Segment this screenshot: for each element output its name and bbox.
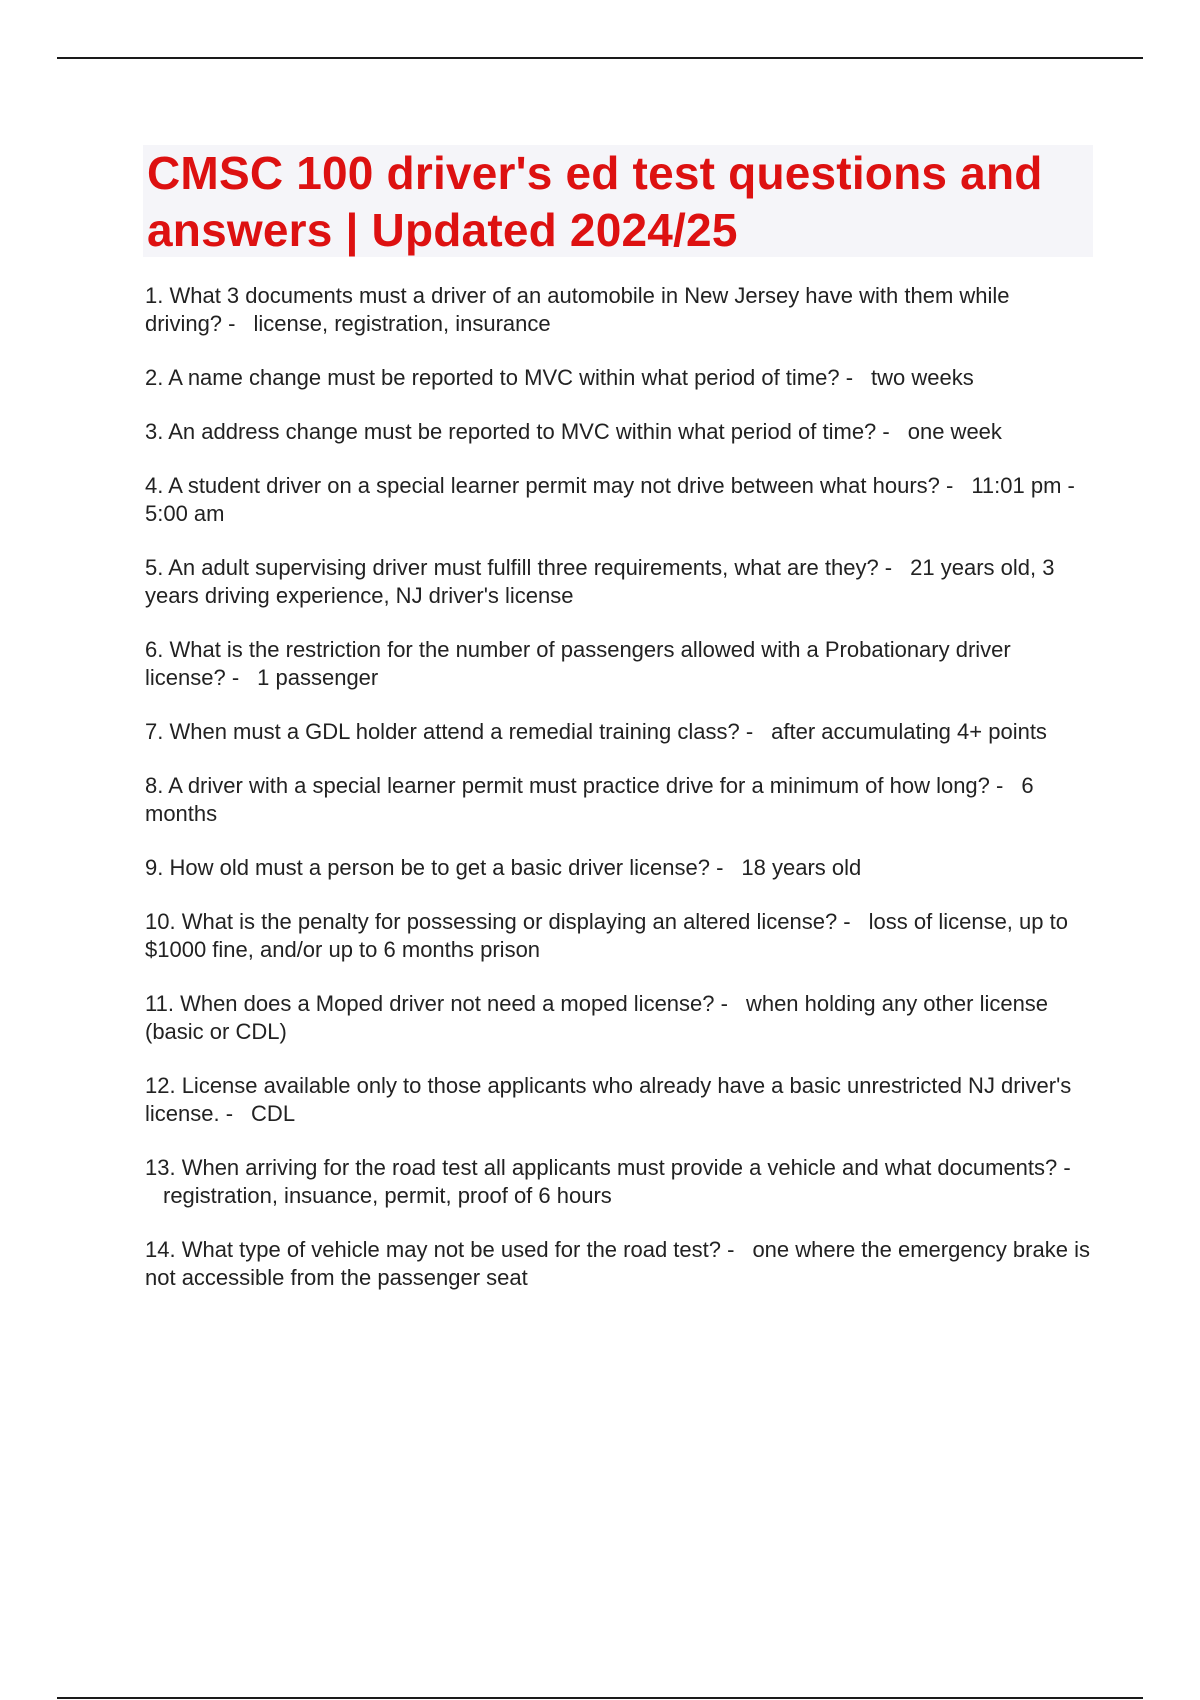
question-text: 13. When arriving for the road test all applicants must provide a vehicle and what documents? -	[145, 1155, 1071, 1180]
answer-text: when holding any other license (basic or CDL)	[145, 991, 1049, 1044]
question-text: 4. A student driver on a special learner permit may not drive between what hours? -	[145, 473, 954, 498]
list-item	[145, 636, 1090, 692]
question-text: 8. A driver with a special learner permit must practice drive for a minimum of how long? -	[145, 773, 1004, 798]
answer-text: CDL	[251, 1101, 296, 1126]
list-item	[145, 1154, 1090, 1210]
answer-text: 6 months	[145, 773, 1034, 826]
question-text: 14. What type of vehicle may not be used for the road test? -	[145, 1237, 735, 1262]
list-item	[145, 908, 1090, 964]
question-text: 5. An adult supervising driver must fulfill three requirements, what are they? -	[145, 555, 893, 580]
question-text: 12. License available only to those applicants who already have a basic unrestricted NJ driver's license. -	[145, 1073, 1072, 1126]
question-text: 10. What is the penalty for possessing or displaying an altered license? -	[145, 909, 851, 934]
answer-text: 21 years old, 3 years driving experience, NJ driver's license	[145, 555, 1055, 608]
answer-text: after accumulating 4+ points	[771, 719, 1047, 744]
answer-text: one week	[907, 419, 1002, 444]
list-item	[145, 772, 1090, 828]
top-rule	[57, 57, 1143, 59]
question-text: 7. When must a GDL holder attend a remedial training class? -	[145, 719, 754, 744]
question-list	[145, 282, 1090, 1318]
list-item	[145, 1236, 1090, 1292]
title-banner	[143, 145, 1093, 257]
question-text: 6. What is the restriction for the number of passengers allowed with a Probationary driver license? -	[145, 637, 1011, 690]
answer-text: 18 years old	[741, 855, 862, 880]
question-text: 2. A name change must be reported to MVC within what period of time? -	[145, 365, 854, 390]
document-title: CMSC 100 driver's ed test questions and answers | Updated 2024/25	[147, 147, 1043, 256]
answer-text: loss of license, up to $1000 fine, and/or up to 6 months prison	[145, 909, 1068, 962]
question-text: 1. What 3 documents must a driver of an automobile in New Jersey have with them while driving? -	[145, 283, 1010, 336]
list-item	[145, 854, 1090, 882]
list-item	[145, 472, 1090, 528]
bottom-rule	[57, 1697, 1143, 1699]
answer-text: one where the emergency brake is not accessible from the passenger seat	[145, 1237, 1090, 1290]
list-item	[145, 554, 1090, 610]
list-item	[145, 418, 1090, 446]
answer-text: 1 passenger	[257, 665, 379, 690]
question-text: 11. When does a Moped driver not need a moped license? -	[145, 991, 728, 1016]
list-item	[145, 364, 1090, 392]
answer-text: 11:01 pm - 5:00 am	[145, 473, 1075, 526]
list-item	[145, 1072, 1090, 1128]
question-text: 3. An address change must be reported to MVC within what period of time? -	[145, 419, 890, 444]
answer-text: registration, insuance, permit, proof of 6 hours	[163, 1183, 612, 1208]
list-item	[145, 718, 1090, 746]
list-item	[145, 990, 1090, 1046]
list-item	[145, 282, 1090, 338]
question-text: 9. How old must a person be to get a basic driver license? -	[145, 855, 724, 880]
answer-text: license, registration, insurance	[253, 311, 551, 336]
answer-text: two weeks	[871, 365, 974, 390]
